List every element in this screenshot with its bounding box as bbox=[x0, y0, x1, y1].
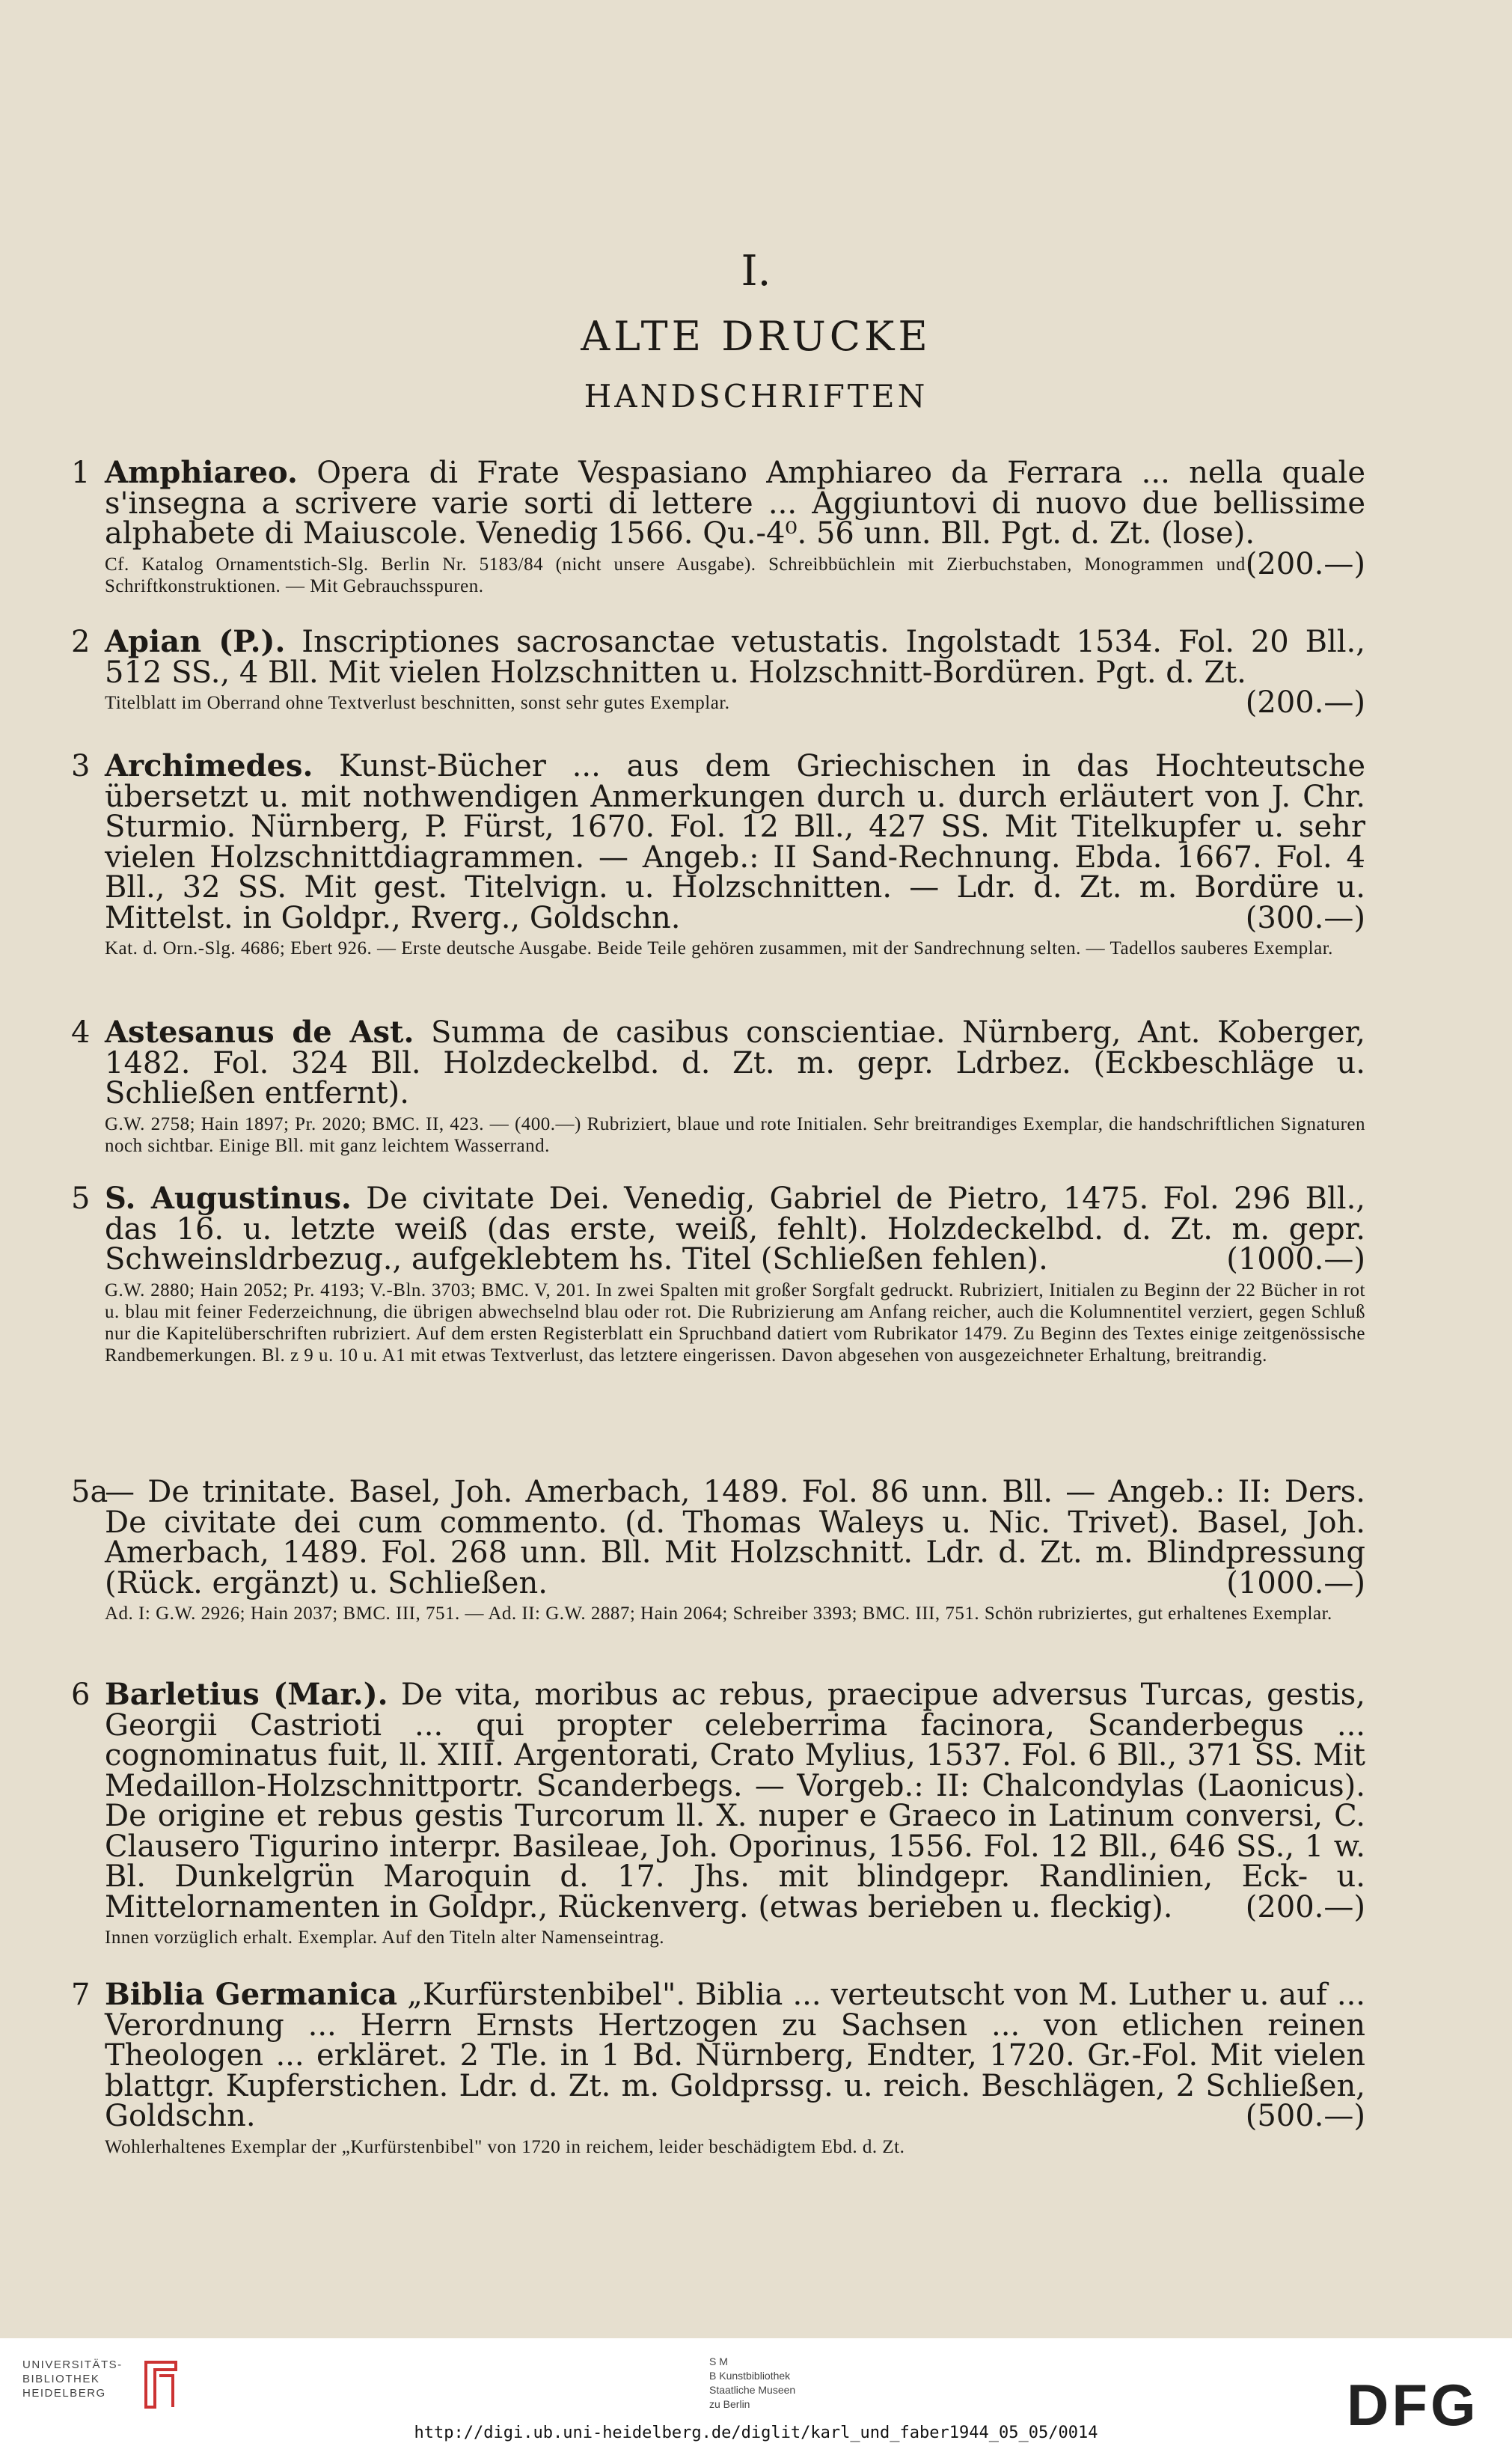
dfg-logo[interactable]: DFG bbox=[1347, 2372, 1479, 2438]
entry-author: S. Augustinus. bbox=[105, 1181, 352, 1216]
entry-note: Kat. d. Orn.-Slg. 4686; Ebert 926. — Erste deutsche Ausgabe. Beide Teile gehören zusammen, mit der Sandrechnung selten. — Tadellos sauberes Exemplar. bbox=[105, 938, 1333, 958]
entry-note: Innen vorzüglich erhalt. Exemplar. Auf den Titeln alter Namenseintrag. bbox=[105, 1927, 665, 1948]
catalog-entry-3 bbox=[71, 748, 1365, 959]
logo-line: HEIDELBERG bbox=[22, 2387, 106, 2400]
university-emblem-icon bbox=[138, 2355, 183, 2415]
entry-number: 7 bbox=[71, 1978, 91, 2012]
entry-number: 5 bbox=[71, 1181, 91, 1216]
entry-number: 6 bbox=[71, 1678, 91, 1712]
logo-line: S M bbox=[709, 2355, 728, 2367]
catalog-entry-5a bbox=[71, 1477, 1365, 1624]
logo-line: B Kunstbibliothek bbox=[709, 2370, 791, 2382]
entry-price: (1000.—) bbox=[1226, 1242, 1365, 1277]
entry-note: Titelblatt im Oberrand ohne Textverlust beschnitten, sonst sehr gutes Exemplar. bbox=[105, 693, 730, 713]
logo-line: Staatliche Museen bbox=[709, 2384, 796, 2396]
page-url-link[interactable]: http://digi.ub.uni-heidelberg.de/diglit/karl_und_faber1944_05_05/0014 bbox=[414, 2424, 1098, 2442]
section-title: ALTE DRUCKE bbox=[581, 313, 931, 360]
entry-text: De civitate Dei. Venedig, Gabriel de Pietro, 1475. Fol. 296 Bll., das 16. u. letzte weiß (das erste, weiß, fehlt). Holzdeckelbd. d. Zt. m. gepr. Schweinsldrbezug., aufgeklebtem hs. Titel (Schließen fehlen). bbox=[105, 1181, 1365, 1277]
entry-price: (200.—) bbox=[1245, 685, 1365, 720]
entry-text: Inscriptiones sacrosanctae vetustatis. Ingolstadt 1534. Fol. 20 Bll., 512 SS., 4 Bll. Mit vielen Holzschnitten u. Holzschnitt-Bordüren. Pgt. d. Zt. bbox=[105, 625, 1365, 690]
entry-author: Astesanus de Ast. bbox=[105, 1015, 414, 1050]
entry-number: 3 bbox=[71, 749, 91, 783]
logo-line: BIBLIOTHEK bbox=[22, 2373, 100, 2385]
logo-line: zu Berlin bbox=[709, 2398, 750, 2410]
entry-text: Opera di Frate Vespasiano Amphiareo da Ferrara ... nella quale s'insegna a scrivere varie sorti di lettere ... Aggiuntovi di nuovo due bellissime alphabete di Maiuscole. Venedig 1566. Qu.-4⁰. 56 unn. Bll. Pgt. d. Zt. (lose). bbox=[105, 456, 1365, 551]
entry-price: (300.—) bbox=[1245, 900, 1365, 935]
section-number: I. bbox=[741, 247, 771, 296]
entry-price: (500.—) bbox=[1245, 2099, 1365, 2133]
logo-line: UNIVERSITÄTS- bbox=[22, 2358, 123, 2371]
catalog-entry-7 bbox=[71, 1977, 1366, 2158]
entry-price: (200.—) bbox=[1245, 1889, 1365, 1924]
entry-price: (200.—) bbox=[1245, 546, 1365, 581]
entry-author: Barletius (Mar.). bbox=[105, 1677, 388, 1712]
catalog-entry-4 bbox=[71, 1015, 1365, 1157]
entry-note: G.W. 2758; Hain 1897; Pr. 2020; BMC. II, 423. — (400.—) Rubriziert, blaue und rote Initialen. Sehr breitrandiges Exemplar, die handschriftlichen Signaturen noch sichtbar. Einige Bll. mit ganz leichtem Wasserrand. bbox=[105, 1113, 1365, 1156]
entry-note: Cf. Katalog Ornamentstich-Slg. Berlin Nr. 5183/84 (nicht unsere Ausgabe). Schreibbüchlein mit Zierbuchstaben, Monogrammen und Schriftkonstruktionen. — Mit Gebrauchsspuren. bbox=[105, 554, 1246, 596]
smb-kunstbibliothek-logo[interactable] bbox=[709, 2355, 795, 2412]
section-subtitle: HANDSCHRIFTEN bbox=[584, 378, 928, 415]
catalog-entry-1 bbox=[71, 455, 1365, 597]
catalog-entry-2 bbox=[71, 624, 1365, 720]
catalog-entry-6 bbox=[71, 1677, 1365, 1948]
entry-number: 1 bbox=[71, 456, 91, 490]
entry-author: Archimedes. bbox=[105, 748, 313, 783]
entry-text: „Kurfürstenbibel". Biblia ... verteutscht von M. Luther u. auf ... Verordnung ... Herrn Ernsts Hertzogen zu Sachsen ... von etlichen reinen Theologen ... erkläret. 2 Tle. in 1 Bd. Nürnberg, Endter, 1720. Gr.-Fol. Mit vielen blattgr. Kupferstichen. Ldr. d. Zt. m. Goldprssg. u. reich. Beschlägen, 2 Schließen, Goldschn. bbox=[105, 1978, 1366, 2133]
entry-note: Wohlerhaltenes Exemplar der „Kurfürstenbibel" von 1720 in reichem, leider beschädigtem Ebd. d. Zt. bbox=[105, 2136, 905, 2157]
entry-text: De vita, moribus ac rebus, praecipue adversus Turcas, gestis, Georgii Castrioti ... qui propter celeberrima facinora, Scanderbegus ... cognominatus fuit, ll. XIII. Argentorati, Crato Mylius, 1537. Fol. 6 Bll., 371 SS. Mit Medaillon-Holzschnittportr. Scanderbegs. — Vorgeb.: II: Chalcondylas (Laonicus). De origine et rebus gestis Turcorum ll. X. nuper e Graeco in Latinum conversi, C. Clausero Tigurino interpr. Basileae, Joh. Oporinus, 1556. Fol. 12 Bll., 646 SS., 1 w. Bl. Dunkelgrün Maroquin d. 17. Jhs. mit blindgepr. Randlinien, Eck- u. Mittelornamenten in Goldpr., Rückenverg. (etwas berieben u. fleckig). bbox=[105, 1678, 1365, 1924]
entry-number: 2 bbox=[71, 625, 91, 659]
entry-price: (1000.—) bbox=[1226, 1565, 1365, 1600]
entry-number: 5a bbox=[71, 1475, 108, 1509]
entry-text: — De trinitate. Basel, Joh. Amerbach, 1489. Fol. 86 unn. Bll. — Angeb.: II: Ders. De civitate dei cum commento. (d. Thomas Waleys u. Nic. Trivet). Basel, Joh. Amerbach, 1489. Fol. 268 unn. Bll. Mit Holzschnitt. Ldr. d. Zt. m. Blindpressung (Rück. ergänzt) u. Schließen. bbox=[105, 1475, 1365, 1600]
catalog-entry-5 bbox=[71, 1181, 1365, 1366]
entry-author: Amphiareo. bbox=[105, 455, 298, 490]
entry-note: Ad. I: G.W. 2926; Hain 2037; BMC. III, 751. — Ad. II: G.W. 2887; Hain 2064; Schreiber 3393; BMC. III, 751. Schön rubriziertes, gut erhaltenes Exemplar. bbox=[105, 1603, 1332, 1624]
entry-author: Apian (P.). bbox=[105, 624, 286, 659]
entry-text: Summa de casibus conscientiae. Nürnberg, Ant. Koberger, 1482. Fol. 324 Bll. Holzdeckelbd. d. Zt. m. gepr. Ldrbez. (Eckbeschläge u. Schließen entfernt). bbox=[105, 1015, 1365, 1110]
entry-text: Kunst-Bücher ... aus dem Griechischen in das Hochteutsche übersetzt u. mit nothwendigen Anmerkungen durch u. durch erläutert von J. Chr. Sturmio. Nürnberg, P. Fürst, 1670. Fol. 12 Bll., 427 SS. Mit Titelkupfer u. sehr vielen Holzschnittdiagrammen. — Angeb.: II Sand-Rechnung. Ebda. 1667. Fol. 4 Bll., 32 SS. Mit gest. Titelvign. u. Holzschnitten. — Ldr. d. Zt. m. Bordüre u. Mittelst. in Goldpr., Rverg., Goldschn. bbox=[105, 749, 1365, 935]
entry-note: G.W. 2880; Hain 2052; Pr. 4193; V.-Bln. 3703; BMC. V, 201. In zwei Spalten mit großer Sorgfalt gedruckt. Rubriziert, Initialen zu Beginn der 22 Bücher in rot u. blau mit feiner Federzeichnung, die übrigen abwechselnd blau oder rot. Die Rubrizierung am Anfang reicher, auch die Kolumnentitel verziert, gegen Schluß nur die Kapitelüberschriften rubriziert. Auf dem ersten Registerblatt ein Spruchband datiert vom Rubrikator 1479. Zu Beginn des Textes einige zeitgenössische Randbemerkungen. Bl. z 9 u. 10 u. A1 mit etwas Textverlust, das letztere eingerissen. Davon abgesehen von ausgezeichneter Erhaltung, breitrandig. bbox=[105, 1279, 1365, 1366]
entry-number: 4 bbox=[71, 1015, 91, 1050]
entry-author: Biblia Germanica bbox=[105, 1977, 398, 2012]
university-library-logo[interactable] bbox=[22, 2358, 123, 2400]
footer-bar bbox=[0, 2338, 1512, 2449]
